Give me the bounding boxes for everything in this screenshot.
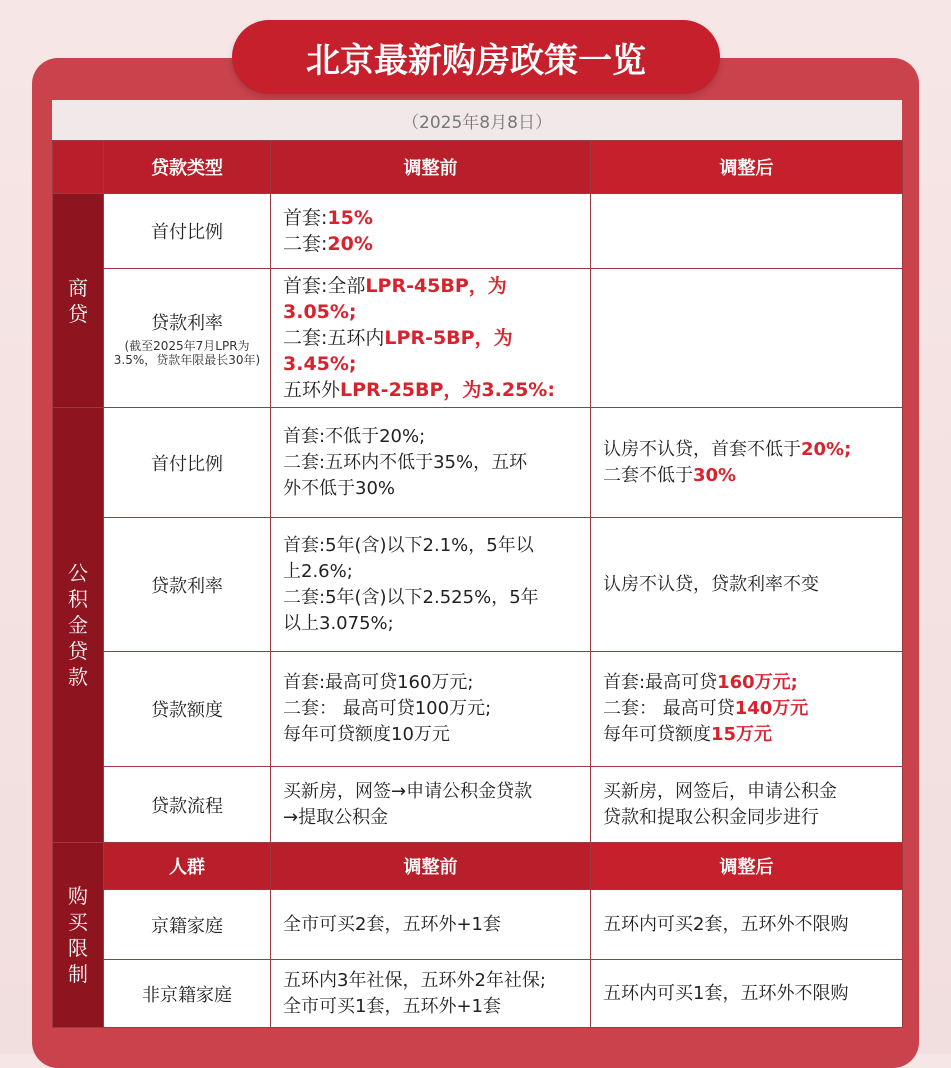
policy-table xyxy=(52,140,903,1028)
page-title: 北京最新购房政策一览 xyxy=(232,20,720,94)
cell-before: 买新房，网签→申请公积金贷款 →提取公积金 xyxy=(271,767,591,843)
cell-before: 首套:全部LPR-45BP，为3.05%; 二套:五环内LPR-5BP，为3.45%; 五环外LPR-25BP，为3.25%: xyxy=(271,269,591,408)
category-commercial: 商贷 xyxy=(53,194,104,408)
cell-before: 首套:最高可贷160万元; 二套： 最高可贷100万元; 每年可贷额度10万元 xyxy=(271,652,591,767)
row-label: 贷款利率 (截至2025年7月LPR为3.5%，贷款年限最长30年) xyxy=(104,269,271,408)
row-label: 贷款流程 xyxy=(104,767,271,843)
header-before: 调整前 xyxy=(271,141,591,194)
header-loan-type: 贷款类型 xyxy=(104,141,271,194)
header-after: 调整后 xyxy=(591,141,903,194)
table-row xyxy=(53,890,903,960)
cell-before: 全市可买2套，五环外+1套 xyxy=(271,890,591,960)
subheader-row xyxy=(53,843,903,890)
cell-after xyxy=(591,269,903,408)
row-label: 贷款利率 xyxy=(104,518,271,652)
date-label: （2025年8月8日） xyxy=(52,100,902,140)
row-label: 非京籍家庭 xyxy=(104,960,271,1028)
cell-before: 首套:不低于20%; 二套:五环内不低于35%，五环 外不低于30% xyxy=(271,408,591,518)
cell-after: 认房不认贷，首套不低于20%; 二套不低于30% xyxy=(591,408,903,518)
table-row xyxy=(53,518,903,652)
header-before: 调整前 xyxy=(271,843,591,890)
row-label: 京籍家庭 xyxy=(104,890,271,960)
cell-after: 认房不认贷，贷款利率不变 xyxy=(591,518,903,652)
cell-after: 五环内可买2套，五环外不限购 xyxy=(591,890,903,960)
row-label: 贷款额度 xyxy=(104,652,271,767)
category-provident: 公积金贷款 xyxy=(53,408,104,843)
header-after: 调整后 xyxy=(591,843,903,890)
table-row xyxy=(53,269,903,408)
table-row xyxy=(53,194,903,269)
row-label: 首付比例 xyxy=(104,194,271,269)
table-row xyxy=(53,960,903,1028)
category-purchase: 购买限制 xyxy=(53,843,104,1028)
header-group: 人群 xyxy=(104,843,271,890)
cell-before: 首套:5年(含)以下2.1%，5年以 上2.6%; 二套:5年(含)以下2.525%，5年 以上3.075%; xyxy=(271,518,591,652)
cell-after: 五环内可买1套，五环外不限购 xyxy=(591,960,903,1028)
header-row xyxy=(53,141,903,194)
rate-note: (截至2025年7月LPR为3.5%，贷款年限最长30年) xyxy=(113,339,261,367)
cell-before: 首套:15% 二套:20% xyxy=(271,194,591,269)
row-label: 首付比例 xyxy=(104,408,271,518)
table-row xyxy=(53,767,903,843)
table-row xyxy=(53,652,903,767)
header-spacer xyxy=(53,141,104,194)
cell-before: 五环内3年社保，五环外2年社保; 全市可买1套，五环外+1套 xyxy=(271,960,591,1028)
cell-after: 买新房，网签后，申请公积金 贷款和提取公积金同步进行 xyxy=(591,767,903,843)
cell-after xyxy=(591,194,903,269)
cell-after: 首套:最高可贷160万元; 二套： 最高可贷140万元 每年可贷额度15万元 xyxy=(591,652,903,767)
table-row xyxy=(53,408,903,518)
